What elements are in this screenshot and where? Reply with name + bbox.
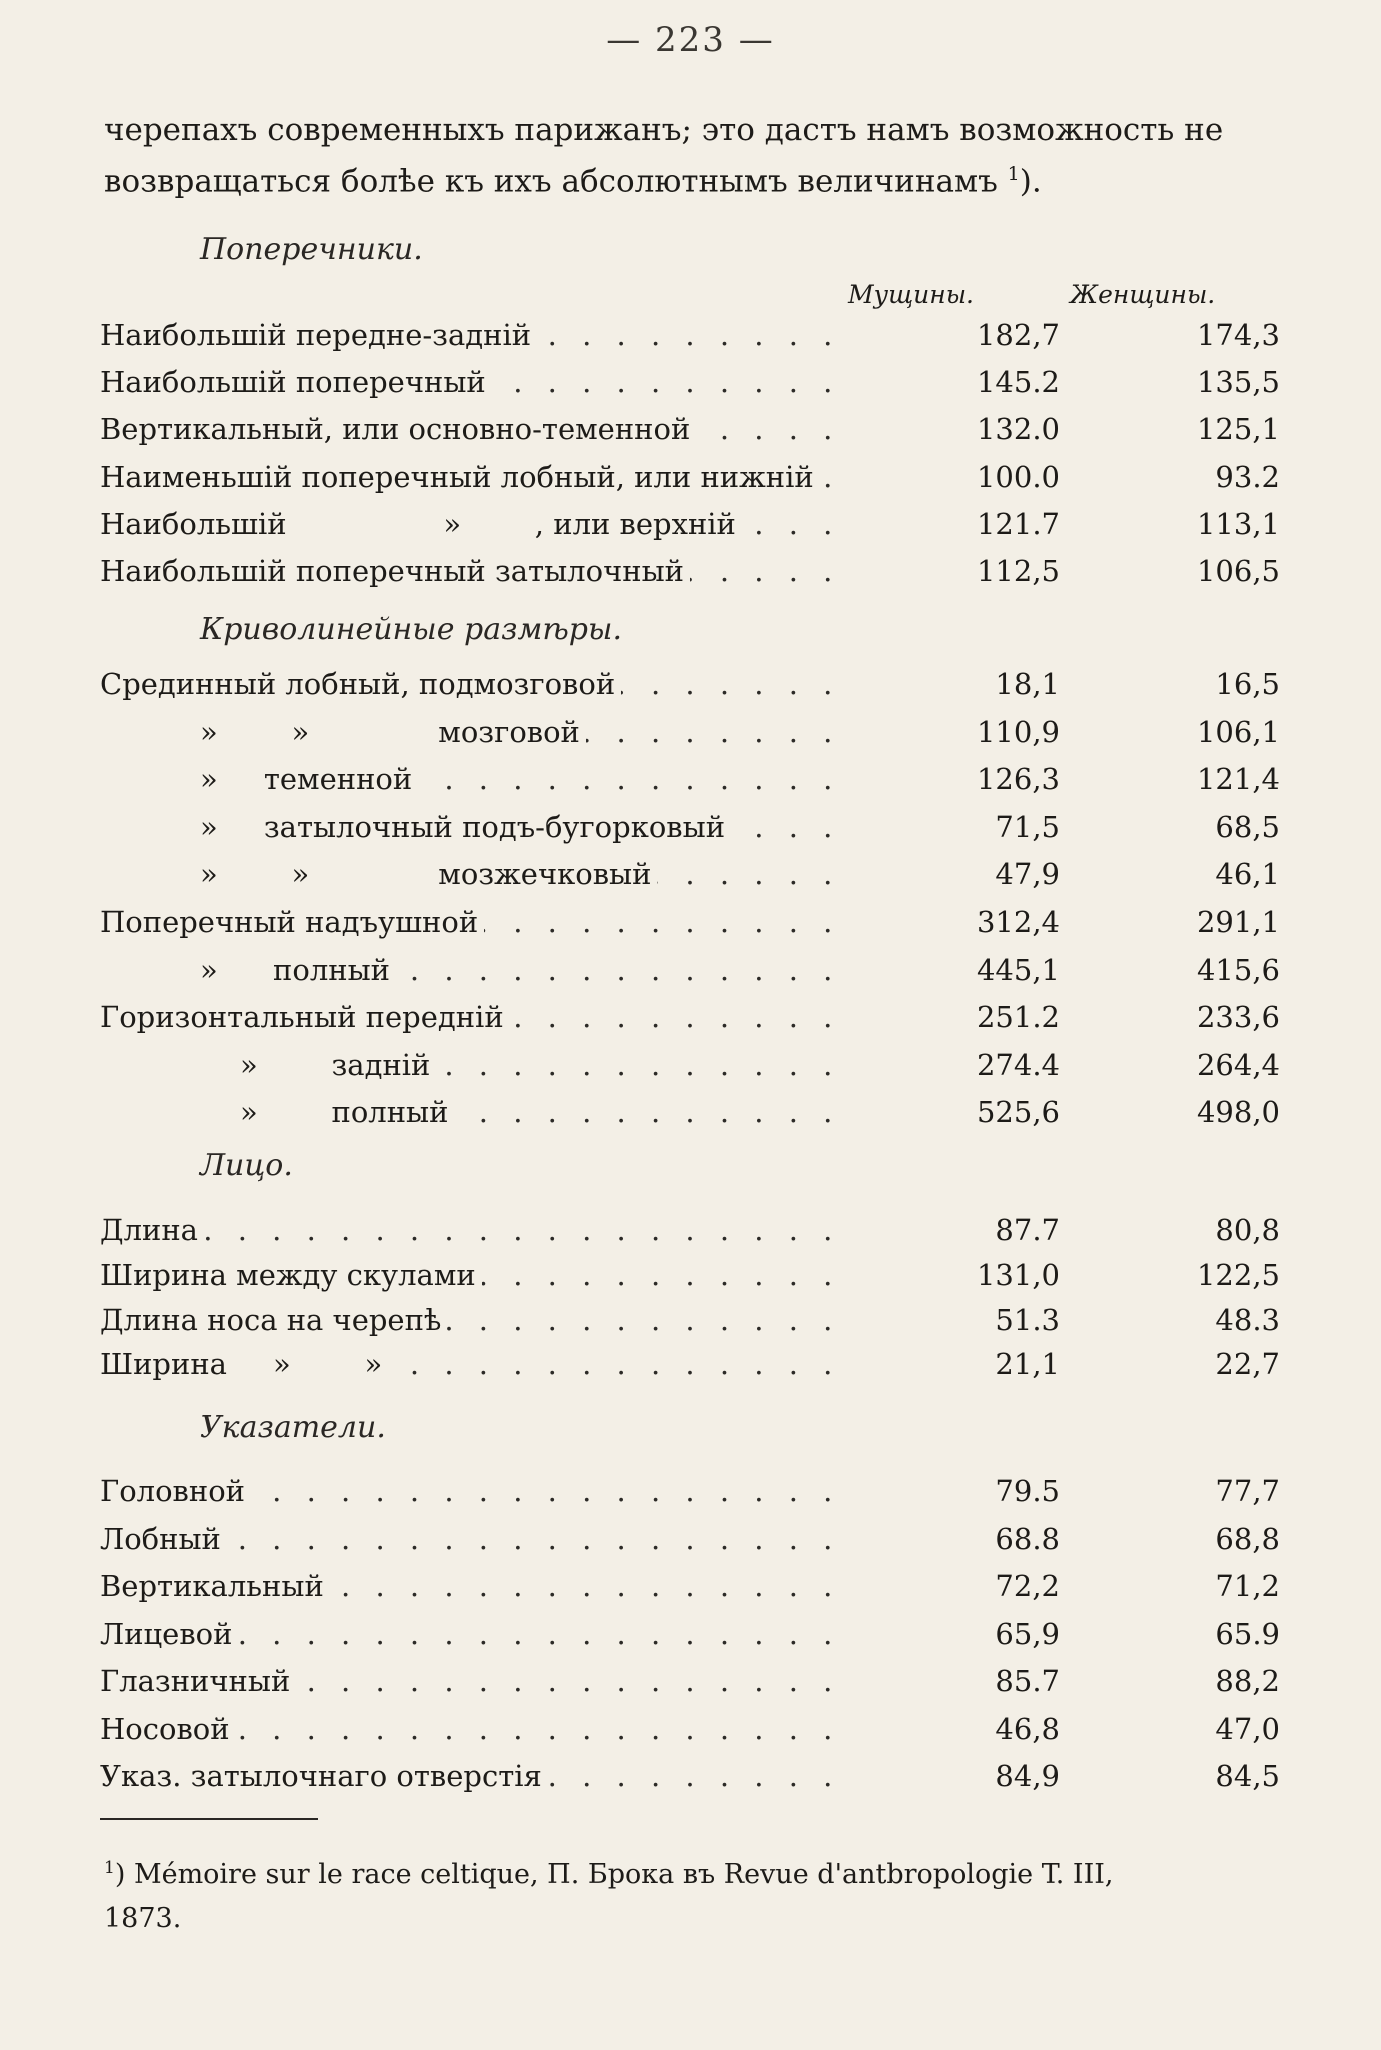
footnote-rule [100, 1818, 318, 1820]
table-row [100, 1759, 1280, 1803]
value-women: 88,2 [1215, 1664, 1280, 1698]
intro-line-2 [104, 152, 1244, 203]
table-row [100, 1047, 1280, 1092]
row-label-text: Наибольшій передне-задній [100, 318, 537, 352]
row-label [100, 762, 830, 796]
intro-line-2-end: ). [1019, 163, 1042, 200]
row-label [100, 715, 830, 749]
table-row [100, 1213, 1280, 1257]
value-women: 68,5 [1215, 809, 1280, 844]
intro-line-1: черепахъ современныхъ парижанъ; это дастъ намъ возможность не [104, 112, 1224, 148]
table-row [100, 554, 1280, 598]
value-women: 135,5 [1196, 365, 1280, 400]
value-women: 80,8 [1215, 1213, 1280, 1247]
row-label [100, 1258, 830, 1292]
section-title: Указатели. [200, 1410, 386, 1445]
row-label [100, 953, 830, 987]
row-label [100, 460, 830, 494]
table-row [100, 714, 1280, 759]
value-women: 233,6 [1196, 1000, 1280, 1035]
value-men: 71,5 [995, 809, 1060, 844]
value-men: 251.2 [976, 1000, 1060, 1035]
row-label [100, 857, 830, 891]
section-title: Лицо. [200, 1148, 293, 1183]
value-women: 125,1 [1196, 412, 1280, 447]
table-row [100, 506, 1280, 551]
row-label [100, 810, 830, 844]
value-men: 131,0 [976, 1257, 1060, 1292]
row-label [100, 412, 830, 446]
footnote-mark: 1 [104, 1858, 115, 1878]
table-row [100, 1474, 1280, 1518]
row-label [100, 1522, 830, 1556]
section-title: Криволинейные размѣры. [200, 612, 622, 647]
value-women: 22,7 [1215, 1347, 1280, 1382]
row-label [100, 1617, 830, 1651]
row-label [100, 554, 830, 588]
table-row [100, 365, 1280, 409]
value-men: 274.4 [976, 1047, 1060, 1082]
row-label-text: Носовой [100, 1712, 236, 1746]
row-label-text: Вертикальный, или основно-теменной [100, 412, 696, 446]
intro-line-2-text: возвращаться болѣе къ ихъ абсолютнымъ величинамъ [104, 163, 1008, 200]
table-row [100, 1000, 1280, 1044]
value-women: 48.3 [1215, 1302, 1280, 1337]
row-label-text: » задній [100, 1048, 436, 1082]
row-label [100, 905, 830, 939]
value-women: 122,5 [1196, 1257, 1280, 1292]
row-label-text: » » мозжечковый [100, 857, 657, 891]
row-label-text: Горизонтальный передній [100, 1000, 510, 1034]
value-men: 68.8 [995, 1521, 1060, 1556]
value-men: 47,9 [995, 857, 1060, 892]
table-row [100, 412, 1280, 456]
value-women: 68,8 [1215, 1521, 1280, 1556]
value-women: 84,5 [1215, 1759, 1280, 1793]
table-row [100, 952, 1280, 997]
table-row [100, 809, 1280, 854]
footnote [104, 1846, 1244, 1941]
row-label-text: Наименьшій поперечный лобный, или нижній [100, 460, 820, 494]
value-men: 21,1 [995, 1347, 1060, 1382]
value-men: 126,3 [976, 762, 1060, 797]
value-men: 84,9 [995, 1759, 1060, 1793]
row-label-text: Поперечный надъушной [100, 905, 484, 939]
row-label-text: Наибольшій » , или верхній [100, 507, 742, 541]
row-label [100, 318, 830, 352]
value-men: 72,2 [995, 1569, 1060, 1603]
value-women: 415,6 [1196, 952, 1280, 987]
value-women: 65.9 [1215, 1616, 1280, 1651]
value-women: 106,1 [1196, 714, 1280, 749]
row-label-text: Срединный лобный, подмозговой [100, 667, 621, 701]
row-label [100, 1569, 830, 1603]
row-label [100, 1664, 830, 1698]
row-label [100, 1712, 830, 1746]
table-row [100, 1095, 1280, 1139]
column-header-women: Женщины. [1070, 280, 1216, 309]
page-number: — 223 — [606, 20, 775, 60]
value-women: 121,4 [1196, 762, 1280, 797]
value-men: 445,1 [976, 952, 1060, 987]
row-label-text: Ширина между скулами [100, 1258, 482, 1292]
row-label [100, 365, 830, 399]
value-men: 182,7 [976, 318, 1060, 352]
row-label-text: Лобный [100, 1522, 227, 1556]
value-men: 110,9 [976, 714, 1060, 749]
row-label-text: Ширина » » [100, 1347, 388, 1381]
row-label-text: » затылочный подъ-бугорковый [100, 810, 731, 844]
footnote-text-line-2: 1873. [104, 1903, 182, 1934]
footnote-text-line-1: ) Mémoire sur le race celtique, П. Брока въ Revue d'antbropologie T. III, [114, 1859, 1114, 1890]
row-label [100, 1213, 830, 1247]
row-label-text: » полный [100, 953, 396, 987]
row-label-text: Длина носа на черепѣ [100, 1303, 447, 1337]
table-row [100, 459, 1280, 504]
value-men: 87.7 [995, 1213, 1060, 1247]
value-men: 112,5 [976, 554, 1060, 588]
value-women: 46,1 [1215, 857, 1280, 892]
row-label-text: » полный [100, 1095, 454, 1129]
table-row [100, 1664, 1280, 1708]
value-men: 46,8 [995, 1711, 1060, 1746]
value-men: 79.5 [995, 1474, 1060, 1508]
row-label-text: Лицевой [100, 1617, 238, 1651]
row-label-text: Длина [100, 1213, 204, 1247]
value-women: 291,1 [1196, 905, 1280, 939]
table-row [100, 318, 1280, 362]
value-women: 106,5 [1196, 554, 1280, 588]
value-women: 174,3 [1196, 318, 1280, 352]
row-label [100, 1303, 830, 1337]
row-label [100, 507, 830, 541]
row-label-text: Указ. затылочнаго отверстія [100, 1759, 548, 1793]
value-women: 77,7 [1215, 1474, 1280, 1508]
section-title: Поперечники. [200, 232, 423, 267]
table-row [100, 1521, 1280, 1566]
value-men: 312,4 [976, 905, 1060, 939]
column-header-men: Мущины. [848, 280, 975, 309]
value-men: 145.2 [976, 365, 1060, 400]
row-label [100, 1000, 830, 1034]
value-men: 65,9 [995, 1616, 1060, 1651]
value-women: 16,5 [1215, 667, 1280, 701]
value-men: 100.0 [976, 459, 1060, 494]
value-women: 47,0 [1215, 1711, 1280, 1746]
row-label-text: » теменной [100, 762, 418, 796]
table-row [100, 1711, 1280, 1756]
row-label-text: Вертикальный [100, 1569, 330, 1603]
table-row [100, 905, 1280, 949]
row-label-text: Головной [100, 1474, 251, 1508]
footnote-reference[interactable]: 1 [1007, 163, 1020, 185]
row-label-text: Глазничный [100, 1664, 296, 1698]
table-row [100, 1569, 1280, 1613]
value-men: 132.0 [976, 412, 1060, 447]
value-women: 498,0 [1196, 1095, 1280, 1130]
value-men: 121.7 [976, 506, 1060, 541]
row-label-text: Наибольшій поперечный затылочный [100, 554, 690, 588]
row-label [100, 1474, 830, 1508]
value-men: 51.3 [995, 1302, 1060, 1337]
table-row [100, 762, 1280, 806]
table-row [100, 1302, 1280, 1347]
table-row [100, 1616, 1280, 1661]
value-women: 264,4 [1196, 1047, 1280, 1082]
row-label [100, 1759, 830, 1793]
row-label [100, 1347, 830, 1381]
row-label-text: Наибольшій поперечный [100, 365, 492, 399]
value-women: 113,1 [1196, 506, 1280, 541]
value-women: 93.2 [1215, 459, 1280, 494]
value-men: 18,1 [995, 667, 1060, 701]
row-label [100, 667, 830, 701]
row-label-text: » » мозговой [100, 715, 586, 749]
table-row [100, 1257, 1280, 1302]
row-label [100, 1048, 830, 1082]
table-row [100, 1347, 1280, 1391]
value-men: 85.7 [995, 1664, 1060, 1698]
value-men: 525,6 [976, 1095, 1060, 1130]
row-label [100, 1095, 830, 1129]
table-row [100, 857, 1280, 901]
value-women: 71,2 [1215, 1569, 1280, 1603]
table-row [100, 667, 1280, 711]
